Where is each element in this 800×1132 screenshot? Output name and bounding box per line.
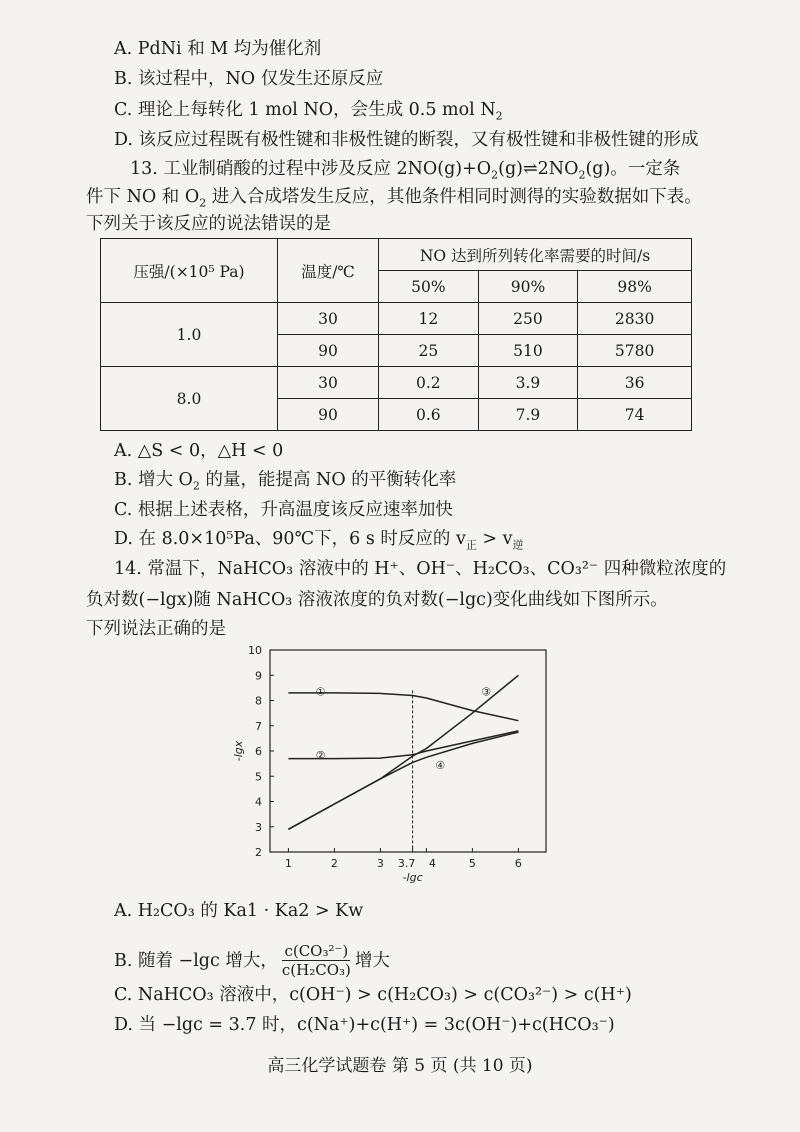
series-label: ③ — [481, 685, 492, 699]
header-temperature: 温度/℃ — [278, 239, 379, 303]
q12-option-a: A. PdNi 和 M 均为催化剂 — [114, 39, 322, 59]
q12-option-d: D. 该反应过程既有极性键和非极性键的断裂，又有极性键和非极性键的形成 — [114, 130, 699, 150]
y-tick-label: 9 — [255, 669, 262, 683]
y-tick-label: 8 — [255, 694, 262, 708]
x-tick-label: 2 — [330, 857, 338, 870]
q14-option-a: A. H₂CO₃ 的 Ka1 · Ka2 > Kw — [114, 901, 364, 921]
y-tick-label: 6 — [255, 745, 262, 758]
experiment-table — [100, 238, 692, 431]
cell-time: 12 — [379, 303, 479, 335]
q13-stem-line3: 下列关于该反应的说法错误的是 — [86, 214, 331, 234]
x-tick-label: 6 — [514, 857, 522, 870]
table-row — [101, 303, 692, 335]
series-line-④ — [288, 732, 518, 829]
cell-time: 7.9 — [478, 399, 578, 431]
y-tick-label: 2 — [255, 846, 262, 859]
cell-time: 3.9 — [478, 367, 578, 399]
q13-option-b: B. 增大 $O_2$ 的量，能提高 NO 的平衡转化率 — [114, 470, 457, 493]
cell-temp: 30 — [278, 303, 379, 335]
cell-time: 2830 — [578, 303, 692, 335]
page-footer: 高三化学试题卷 第 5 页 (共 10 页) — [267, 1056, 533, 1076]
q13-option-d: D. 在 8.0×10⁵Pa、90℃下，6 s 时反应的 $v_正 > v_逆$ — [114, 529, 524, 552]
cell-temp: 90 — [278, 399, 379, 431]
cell-temp: 90 — [278, 335, 379, 367]
cell-pressure: 1.0 — [101, 303, 278, 367]
q13-option-a: A. △S < 0，△H < 0 — [114, 441, 284, 461]
header-rate-50: 50% — [379, 271, 479, 303]
q14-option-c: C. NaHCO₃ 溶液中，c(OH⁻) > c(H₂CO₃) > c(CO₃²⁻) > c(H⁺) — [114, 985, 632, 1005]
q12-option-c-sub: 2 — [495, 109, 503, 123]
cell-pressure: 8.0 — [101, 367, 278, 431]
header-rate-98: 98% — [578, 271, 692, 303]
q12-option-c-text: C. 理论上每转化 1 mol NO，会生成 0.5 mol N — [114, 100, 496, 120]
q14-stem-line2: 负对数(−lgx)随 NaHCO₃ 溶液浓度的负对数(−lgc)变化曲线如下图所示。 — [86, 590, 668, 610]
concentration-chart — [228, 640, 558, 890]
cell-time: 5780 — [578, 335, 692, 367]
q14-stem-line3: 下列说法正确的是 — [86, 619, 226, 639]
header-time: NO 达到所列转化率需要的时间/s — [379, 239, 692, 271]
cell-temp: 30 — [278, 367, 379, 399]
q13-option-c: C. 根据上述表格，升高温度该反应速率加快 — [114, 500, 453, 520]
header-rate-90: 90% — [478, 271, 578, 303]
x-tick-label: 5 — [468, 857, 476, 870]
cell-time: 250 — [478, 303, 578, 335]
cell-time: 0.6 — [379, 399, 479, 431]
y-tick-label: 4 — [255, 795, 262, 809]
y-axis-label: -lgx — [232, 740, 245, 762]
series-label: ② — [315, 748, 326, 762]
y-tick-label: 5 — [255, 770, 262, 784]
x-tick-label: 3 — [376, 857, 384, 870]
y-tick-label: 3 — [255, 820, 262, 834]
q14-option-b-fraction: c(CO₃²⁻) c(H₂CO₃) — [281, 942, 351, 979]
series-label: ④ — [435, 758, 446, 772]
plot-frame — [270, 650, 546, 852]
x-tick-label: 4 — [428, 857, 436, 870]
q12-option-b: B. 该过程中，NO 仅发生还原反应 — [114, 69, 384, 89]
q12-option-c — [114, 99, 503, 121]
q13-stem-line1: 13. 工业制硝酸的过程中涉及反应 $2NO(g)+O_2(g)\rightleftharpoons 2NO_2(g)$。一定条 — [130, 159, 681, 182]
table-row — [101, 367, 692, 399]
q14-option-d: D. 当 −lgc = 3.7 时，c(Na⁺)+c(H⁺) = 3c(OH⁻)+c(HCO₃⁻) — [114, 1015, 615, 1035]
y-tick-label: 7 — [255, 719, 262, 733]
x-axis-label: -lgc — [402, 871, 423, 884]
x-tick-label: 3.7 — [397, 857, 416, 870]
q13-stem-line2: 件下 NO 和 $O_2$ 进入合成塔发生反应，其他条件相同时测得的实验数据如下表。 — [86, 187, 702, 210]
q14-stem-line1: 14. 常温下，NaHCO₃ 溶液中的 H⁺、OH⁻、H₂CO₃、CO₃²⁻ 四种微粒浓度的 — [114, 559, 727, 579]
cell-time: 25 — [379, 335, 479, 367]
y-tick-label: 10 — [248, 644, 262, 657]
cell-time: 0.2 — [379, 367, 479, 399]
cell-time: 74 — [578, 399, 692, 431]
q14-option-b: B. 随着 −lgc 增大， c(CO₃²⁻) c(H₂CO₃) 增大 — [114, 942, 390, 979]
cell-time: 510 — [478, 335, 578, 367]
header-pressure: 压强/(×10⁵ Pa) — [101, 239, 278, 303]
cell-time: 36 — [578, 367, 692, 399]
series-label: ① — [315, 685, 326, 699]
x-tick-label: 1 — [284, 857, 292, 870]
